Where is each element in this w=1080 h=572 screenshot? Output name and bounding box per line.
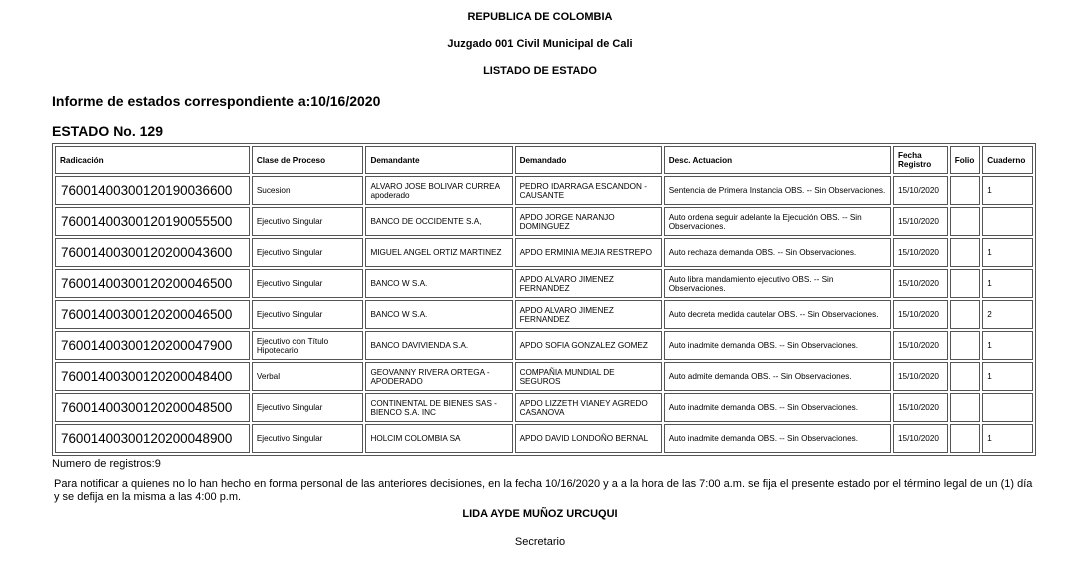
cell-radicacion: 76001400300120200043600: [55, 238, 250, 267]
cell-clase-proceso: Ejecutivo con Título Hipotecario: [252, 331, 364, 360]
cell-demandado: APDO ALVARO JIMENEZ FERNANDEZ: [515, 269, 662, 298]
header-listing: LISTADO DE ESTADO: [483, 65, 597, 77]
cell-folio: [950, 424, 980, 453]
column-header: Desc. Actuacion: [664, 146, 891, 174]
column-header: Demandado: [515, 146, 662, 174]
cell-demandante: CONTINENTAL DE BIENES SAS - BIENCO S.A. INC: [365, 393, 512, 422]
table-row: [55, 176, 1033, 205]
cell-folio: [950, 207, 980, 236]
estados-table: [52, 143, 1036, 456]
table-row: [55, 331, 1033, 360]
cell-folio: [950, 176, 980, 205]
cell-desc-actuacion: Auto ordena seguir adelante la Ejecución OBS. -- Sin Observaciones.: [664, 207, 891, 236]
cell-clase-proceso: Verbal: [252, 362, 364, 391]
cell-fecha-registro: 15/10/2020: [893, 362, 948, 391]
cell-cuaderno: 1: [982, 176, 1033, 205]
cell-demandado: APDO ERMINIA MEJIA RESTREPO: [515, 238, 662, 267]
cell-radicacion: 76001400300120200048400: [55, 362, 250, 391]
cell-folio: [950, 300, 980, 329]
table-body: [55, 176, 1033, 453]
cell-clase-proceso: Sucesion: [252, 176, 364, 205]
cell-desc-actuacion: Auto inadmite demanda OBS. -- Sin Observaciones.: [664, 424, 891, 453]
cell-demandado: COMPAÑIA MUNDIAL DE SEGUROS: [515, 362, 662, 391]
cell-desc-actuacion: Auto admite demanda OBS. -- Sin Observaciones.: [664, 362, 891, 391]
cell-demandante: MIGUEL ANGEL ORTIZ MARTINEZ: [365, 238, 512, 267]
cell-clase-proceso: Ejecutivo Singular: [252, 424, 364, 453]
cell-cuaderno: 1: [982, 238, 1033, 267]
cell-clase-proceso: Ejecutivo Singular: [252, 238, 364, 267]
cell-demandado: APDO ALVARO JIMENEZ FERNANDEZ: [515, 300, 662, 329]
report-title: Informe de estados correspondiente a:10/16/2020: [52, 93, 381, 109]
table-row: [55, 393, 1033, 422]
cell-folio: [950, 269, 980, 298]
cell-demandante: HOLCIM COLOMBIA SA: [365, 424, 512, 453]
table-row: [55, 269, 1033, 298]
cell-demandante: BANCO W S.A.: [365, 300, 512, 329]
table-row: [55, 424, 1033, 453]
cell-clase-proceso: Ejecutivo Singular: [252, 393, 364, 422]
cell-radicacion: 76001400300120200048900: [55, 424, 250, 453]
table-row: [55, 362, 1033, 391]
cell-demandado: APDO DAVID LONDOÑO BERNAL: [515, 424, 662, 453]
cell-desc-actuacion: Auto rechaza demanda OBS. -- Sin Observaciones.: [664, 238, 891, 267]
cell-cuaderno: 1: [982, 331, 1033, 360]
cell-radicacion: 76001400300120200046500: [55, 300, 250, 329]
signer-role: Secretario: [514, 536, 566, 548]
cell-fecha-registro: 15/10/2020: [893, 207, 948, 236]
estado-title: ESTADO No. 129: [52, 123, 163, 139]
cell-fecha-registro: 15/10/2020: [893, 424, 948, 453]
cell-demandado: APDO SOFIA GONZALEZ GOMEZ: [515, 331, 662, 360]
cell-demandado: APDO JORGE NARANJO DOMINGUEZ: [515, 207, 662, 236]
cell-demandado: APDO LIZZETH VIANEY AGREDO CASANOVA: [515, 393, 662, 422]
cell-clase-proceso: Ejecutivo Singular: [252, 207, 364, 236]
cell-desc-actuacion: Sentencia de Primera Instancia OBS. -- Sin Observaciones.: [664, 176, 891, 205]
cell-fecha-registro: 15/10/2020: [893, 300, 948, 329]
cell-demandado: PEDRO IDARRAGA ESCANDON - CAUSANTE: [515, 176, 662, 205]
cell-cuaderno: [982, 393, 1033, 422]
cell-desc-actuacion: Auto inadmite demanda OBS. -- Sin Observaciones.: [664, 393, 891, 422]
cell-fecha-registro: 15/10/2020: [893, 176, 948, 205]
header-country: REPUBLICA DE COLOMBIA: [467, 11, 613, 23]
cell-demandante: BANCO DAVIVIENDA S.A.: [365, 331, 512, 360]
cell-folio: [950, 393, 980, 422]
table-row: [55, 238, 1033, 267]
column-header: Folio: [950, 146, 980, 174]
column-header: Demandante: [365, 146, 512, 174]
notice-text: Para notificar a quienes no lo han hecho en forma personal de las anteriores decisiones, en la fecha 10/16/2020 y a a la hora de las 7:00 a.m. se fija el presente estado por el término legal de un (1) día y se defija en la misma a las 4:00 p.m.: [54, 478, 1033, 503]
cell-desc-actuacion: Auto libra mandamiento ejecutivo OBS. -- Sin Observaciones.: [664, 269, 891, 298]
cell-demandante: GEOVANNY RIVERA ORTEGA - APODERADO: [365, 362, 512, 391]
cell-demandante: ALVARO JOSE BOLIVAR CURREA apoderado: [365, 176, 512, 205]
header-court: Juzgado 001 Civil Municipal de Cali: [447, 38, 633, 50]
column-header: Cuaderno: [982, 146, 1033, 174]
cell-demandante: BANCO W S.A.: [365, 269, 512, 298]
cell-radicacion: 76001400300120200047900: [55, 331, 250, 360]
table-row: [55, 300, 1033, 329]
cell-clase-proceso: Ejecutivo Singular: [252, 269, 364, 298]
cell-cuaderno: 1: [982, 362, 1033, 391]
table-header-row: [55, 146, 1033, 174]
cell-radicacion: 76001400300120200048500: [55, 393, 250, 422]
cell-desc-actuacion: Auto decreta medida cautelar OBS. -- Sin Observaciones.: [664, 300, 891, 329]
cell-folio: [950, 362, 980, 391]
column-header: Clase de Proceso: [252, 146, 364, 174]
cell-clase-proceso: Ejecutivo Singular: [252, 300, 364, 329]
cell-cuaderno: 2: [982, 300, 1033, 329]
cell-fecha-registro: 15/10/2020: [893, 393, 948, 422]
cell-radicacion: 76001400300120190055500: [55, 207, 250, 236]
cell-desc-actuacion: Auto inadmite demanda OBS. -- Sin Observaciones.: [664, 331, 891, 360]
cell-cuaderno: 1: [982, 269, 1033, 298]
cell-fecha-registro: 15/10/2020: [893, 269, 948, 298]
cell-folio: [950, 331, 980, 360]
cell-folio: [950, 238, 980, 267]
column-header: Radicación: [55, 146, 250, 174]
cell-demandante: BANCO DE OCCIDENTE S.A,: [365, 207, 512, 236]
cell-radicacion: 76001400300120200046500: [55, 269, 250, 298]
cell-radicacion: 76001400300120190036600: [55, 176, 250, 205]
record-count: Numero de registros:9: [52, 458, 161, 470]
cell-fecha-registro: 15/10/2020: [893, 238, 948, 267]
signer-name: LIDA AYDE MUÑOZ URCUQUI: [462, 508, 618, 520]
column-header: Fecha Registro: [893, 146, 948, 174]
table-row: [55, 207, 1033, 236]
cell-fecha-registro: 15/10/2020: [893, 331, 948, 360]
cell-cuaderno: 1: [982, 424, 1033, 453]
cell-cuaderno: [982, 207, 1033, 236]
